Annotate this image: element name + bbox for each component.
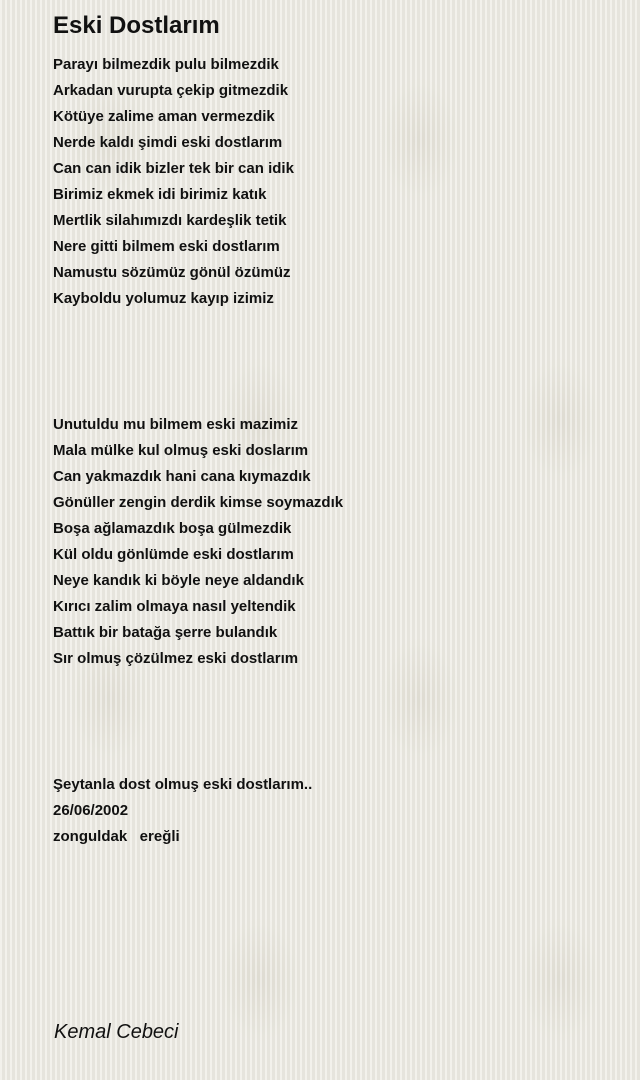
poem-line: Sır olmuş çözülmez eski dostlarım xyxy=(53,650,299,667)
poem-line: Can can idik bizler tek bir can idik xyxy=(53,160,294,177)
poem-line: Can yakmazdık hani cana kıymazdık xyxy=(53,468,311,485)
poem-author: Kemal Cebeci xyxy=(54,1021,179,1043)
poem-line: Kırıcı zalim olmaya nasıl yeltendik xyxy=(53,598,296,615)
poem-line: Battık bir batağa şerre bulandık xyxy=(53,624,278,641)
poem-line: Mala mülke kul olmuş eski doslarım xyxy=(53,442,309,459)
poem-line: Şeytanla dost olmuş eski dostlarım.. xyxy=(53,776,313,793)
poem-line: Kül oldu gönlümde eski dostlarım xyxy=(53,546,294,563)
poem-line: Mertlik silahımızdı kardeşlik tetik xyxy=(53,212,287,229)
poem-line: Namustu sözümüz gönül özümüz xyxy=(53,264,291,281)
poem-line: Boşa ağlamazdık boşa gülmezdik xyxy=(53,520,292,537)
poem-line: Arkadan vurupta çekip gitmezdik xyxy=(53,82,289,99)
poem-line: Kötüye zalime aman vermezdik xyxy=(53,108,275,125)
poem-line: Birimiz ekmek idi birimiz katık xyxy=(53,186,267,203)
poem-title: Eski Dostlarım xyxy=(53,12,220,39)
poem-line: Parayı bilmezdik pulu bilmezdik xyxy=(53,56,279,73)
poem-line: Nere gitti bilmem eski dostlarım xyxy=(53,238,280,255)
poem-line: Neye kandık ki böyle neye aldandık xyxy=(53,572,304,589)
stanza-3 xyxy=(53,772,312,850)
poem-line: Nerde kaldı şimdi eski dostlarım xyxy=(53,134,283,151)
poem-place: zonguldak ereğli xyxy=(53,828,180,845)
poem-date: 26/06/2002 xyxy=(53,802,129,819)
poem-line: Kayboldu yolumuz kayıp izimiz xyxy=(53,290,274,307)
poem-line: Unutuldu mu bilmem eski mazimiz xyxy=(53,416,299,433)
stanza-1 xyxy=(53,52,294,312)
stanza-2 xyxy=(53,412,343,672)
poem-line: Gönüller zengin derdik kimse soymazdık xyxy=(53,494,344,511)
